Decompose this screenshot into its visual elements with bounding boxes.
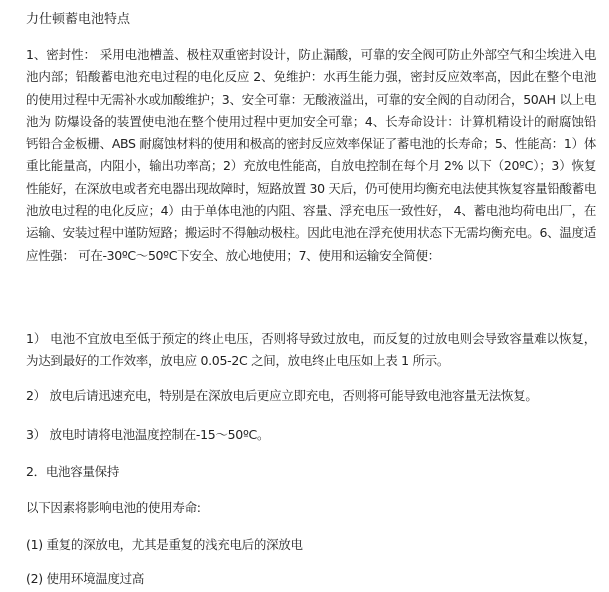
- factor-item-1: (1) 重复的深放电，尤其是重复的浅充电后的深放电: [26, 537, 303, 552]
- usage-item-2: 2） 放电后请迅速充电，特别是在深放电后更应立即充电，否则将可能导致电池容量无法恢复。: [26, 388, 538, 403]
- section-intro: 以下因素将影响电池的使用寿命:: [26, 500, 201, 515]
- section-heading-capacity: 2．电池容量保持: [26, 464, 120, 479]
- usage-item-3: 3） 放电时请将电池温度控制在-15～50ºC。: [26, 427, 270, 442]
- features-paragraph: 1、密封性： 采用电池槽盖、极柱双重密封设计，防止漏酸，可靠的安全阀可防止外部空气和尘埃进入电池内部；铅酸蓄电池充电过程的电化反应 2、免维护：水再生能力强，密封反应效率高，因此在整个电池的使用过程中无需补水或加酸维护；3、安全可靠：无酸液溢出，可靠的安全阀的自动闭合，50AH 以上电池为 防爆设备的装置使电池在整个使用过程中更加安全可靠；4、长寿命设计：计算机精设计的耐腐蚀铅钙铅合金板栅、ABS 耐腐蚀材料的使用和极高的密封反应效率保证了蓄电池的长寿命；5、性能高：1）体重比能量高，内阻小，输出功率高；2）充放电性能高，自放电控制在每个月 2% 以下（20ºC）；3）恢复性能好，在深放电或者充电器出现故障时，短路放置 30 天后，仍可使用均衡充电法使其恢复容量铅酸蓄电池放电过程的电化反应；4）由于单体电池的内阻、容量、浮充电压一致性好， 4、蓄电池均荷电出厂，在运输、安装过程中谨防短路；搬运时不得触动极柱。因此电池在浮充使用状态下无需均衡充电。6、温度适应性强： 可在-30ºC～50ºC下安全、放心地使用；7、使用和运输安全简便：: [26, 47, 596, 263]
- factor-item-2: (2) 使用环境温度过高: [26, 571, 145, 586]
- usage-item-1: 1） 电池不宜放电至低于预定的终止电压，否则将导致过放电，而反复的过放电则会导致容量难以恢复，为达到最好的工作效率，放电应 0.05-2C 之间，放电终止电压如上表 1 所示。: [26, 331, 596, 368]
- document-title: 力仕顿蓄电池特点: [26, 12, 131, 27]
